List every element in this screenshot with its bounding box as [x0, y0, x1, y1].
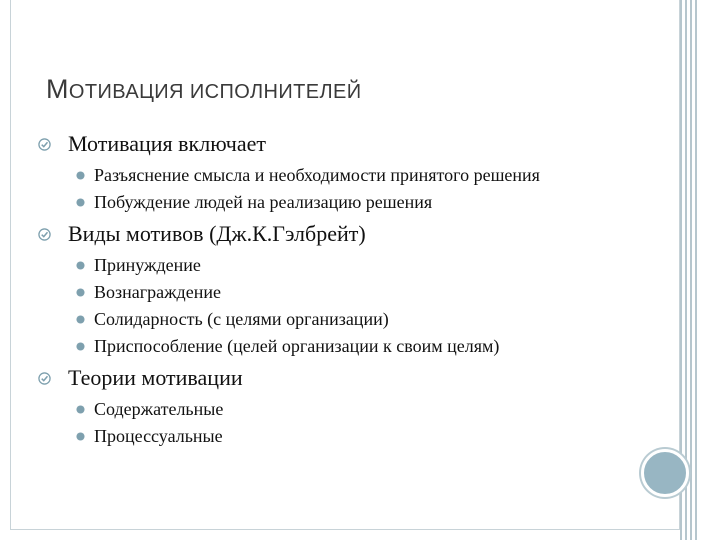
filled-circle-icon: [76, 405, 85, 414]
decor-line: [685, 0, 687, 540]
slide-title-rest: ОТИВАЦИЯ ИСПОЛНИТЕЛЕЙ: [68, 81, 362, 103]
circle-check-icon: [38, 372, 51, 385]
section-item: [38, 131, 648, 213]
sub-list: [76, 255, 648, 357]
filled-circle-icon: [76, 432, 85, 441]
circle-check-icon: [38, 228, 51, 241]
sub-list: [76, 165, 648, 213]
sub-item: [76, 192, 648, 213]
section-label: Виды мотивов (Дж.К.Гэлбрейт): [68, 221, 366, 246]
sub-item: [76, 255, 648, 276]
section-item: [38, 365, 648, 447]
sub-item-text: Принуждение: [94, 255, 201, 275]
section-label: Мотивация включает: [68, 131, 266, 156]
sub-item: [76, 399, 648, 420]
sub-list: [76, 399, 648, 447]
sub-item: [76, 165, 648, 186]
sub-item-text: Вознаграждение: [94, 282, 221, 302]
filled-circle-icon: [76, 315, 85, 324]
filled-circle-icon: [76, 342, 85, 351]
section-label: Теории мотивации: [68, 365, 243, 390]
filled-circle-icon: [76, 261, 85, 270]
circle-check-icon: [38, 138, 51, 151]
sub-item: [76, 426, 648, 447]
slide-title: [46, 74, 362, 105]
sub-item-text: Приспособление (целей организации к своим целям): [94, 336, 500, 356]
slide-title-first-letter: М: [46, 74, 69, 104]
filled-circle-icon: [76, 198, 85, 207]
section-item: [38, 221, 648, 357]
decor-line: [690, 0, 692, 540]
sub-item: [76, 336, 648, 357]
decor-line: [695, 0, 697, 540]
sub-item: [76, 309, 648, 330]
sub-item-text: Процессуальные: [94, 426, 223, 446]
sub-item-text: Солидарность (с целями организации): [94, 309, 389, 329]
filled-circle-icon: [76, 171, 85, 180]
sub-item-text: Побуждение людей на реализацию решения: [94, 192, 433, 212]
bullet-list: [38, 131, 648, 453]
sub-item: [76, 282, 648, 303]
sub-item-text: Разъяснение смысла и необходимости принятого решения: [94, 165, 540, 185]
filled-circle-icon: [76, 288, 85, 297]
sub-item-text: Содержательные: [94, 399, 224, 419]
decorative-circle: [641, 449, 689, 497]
